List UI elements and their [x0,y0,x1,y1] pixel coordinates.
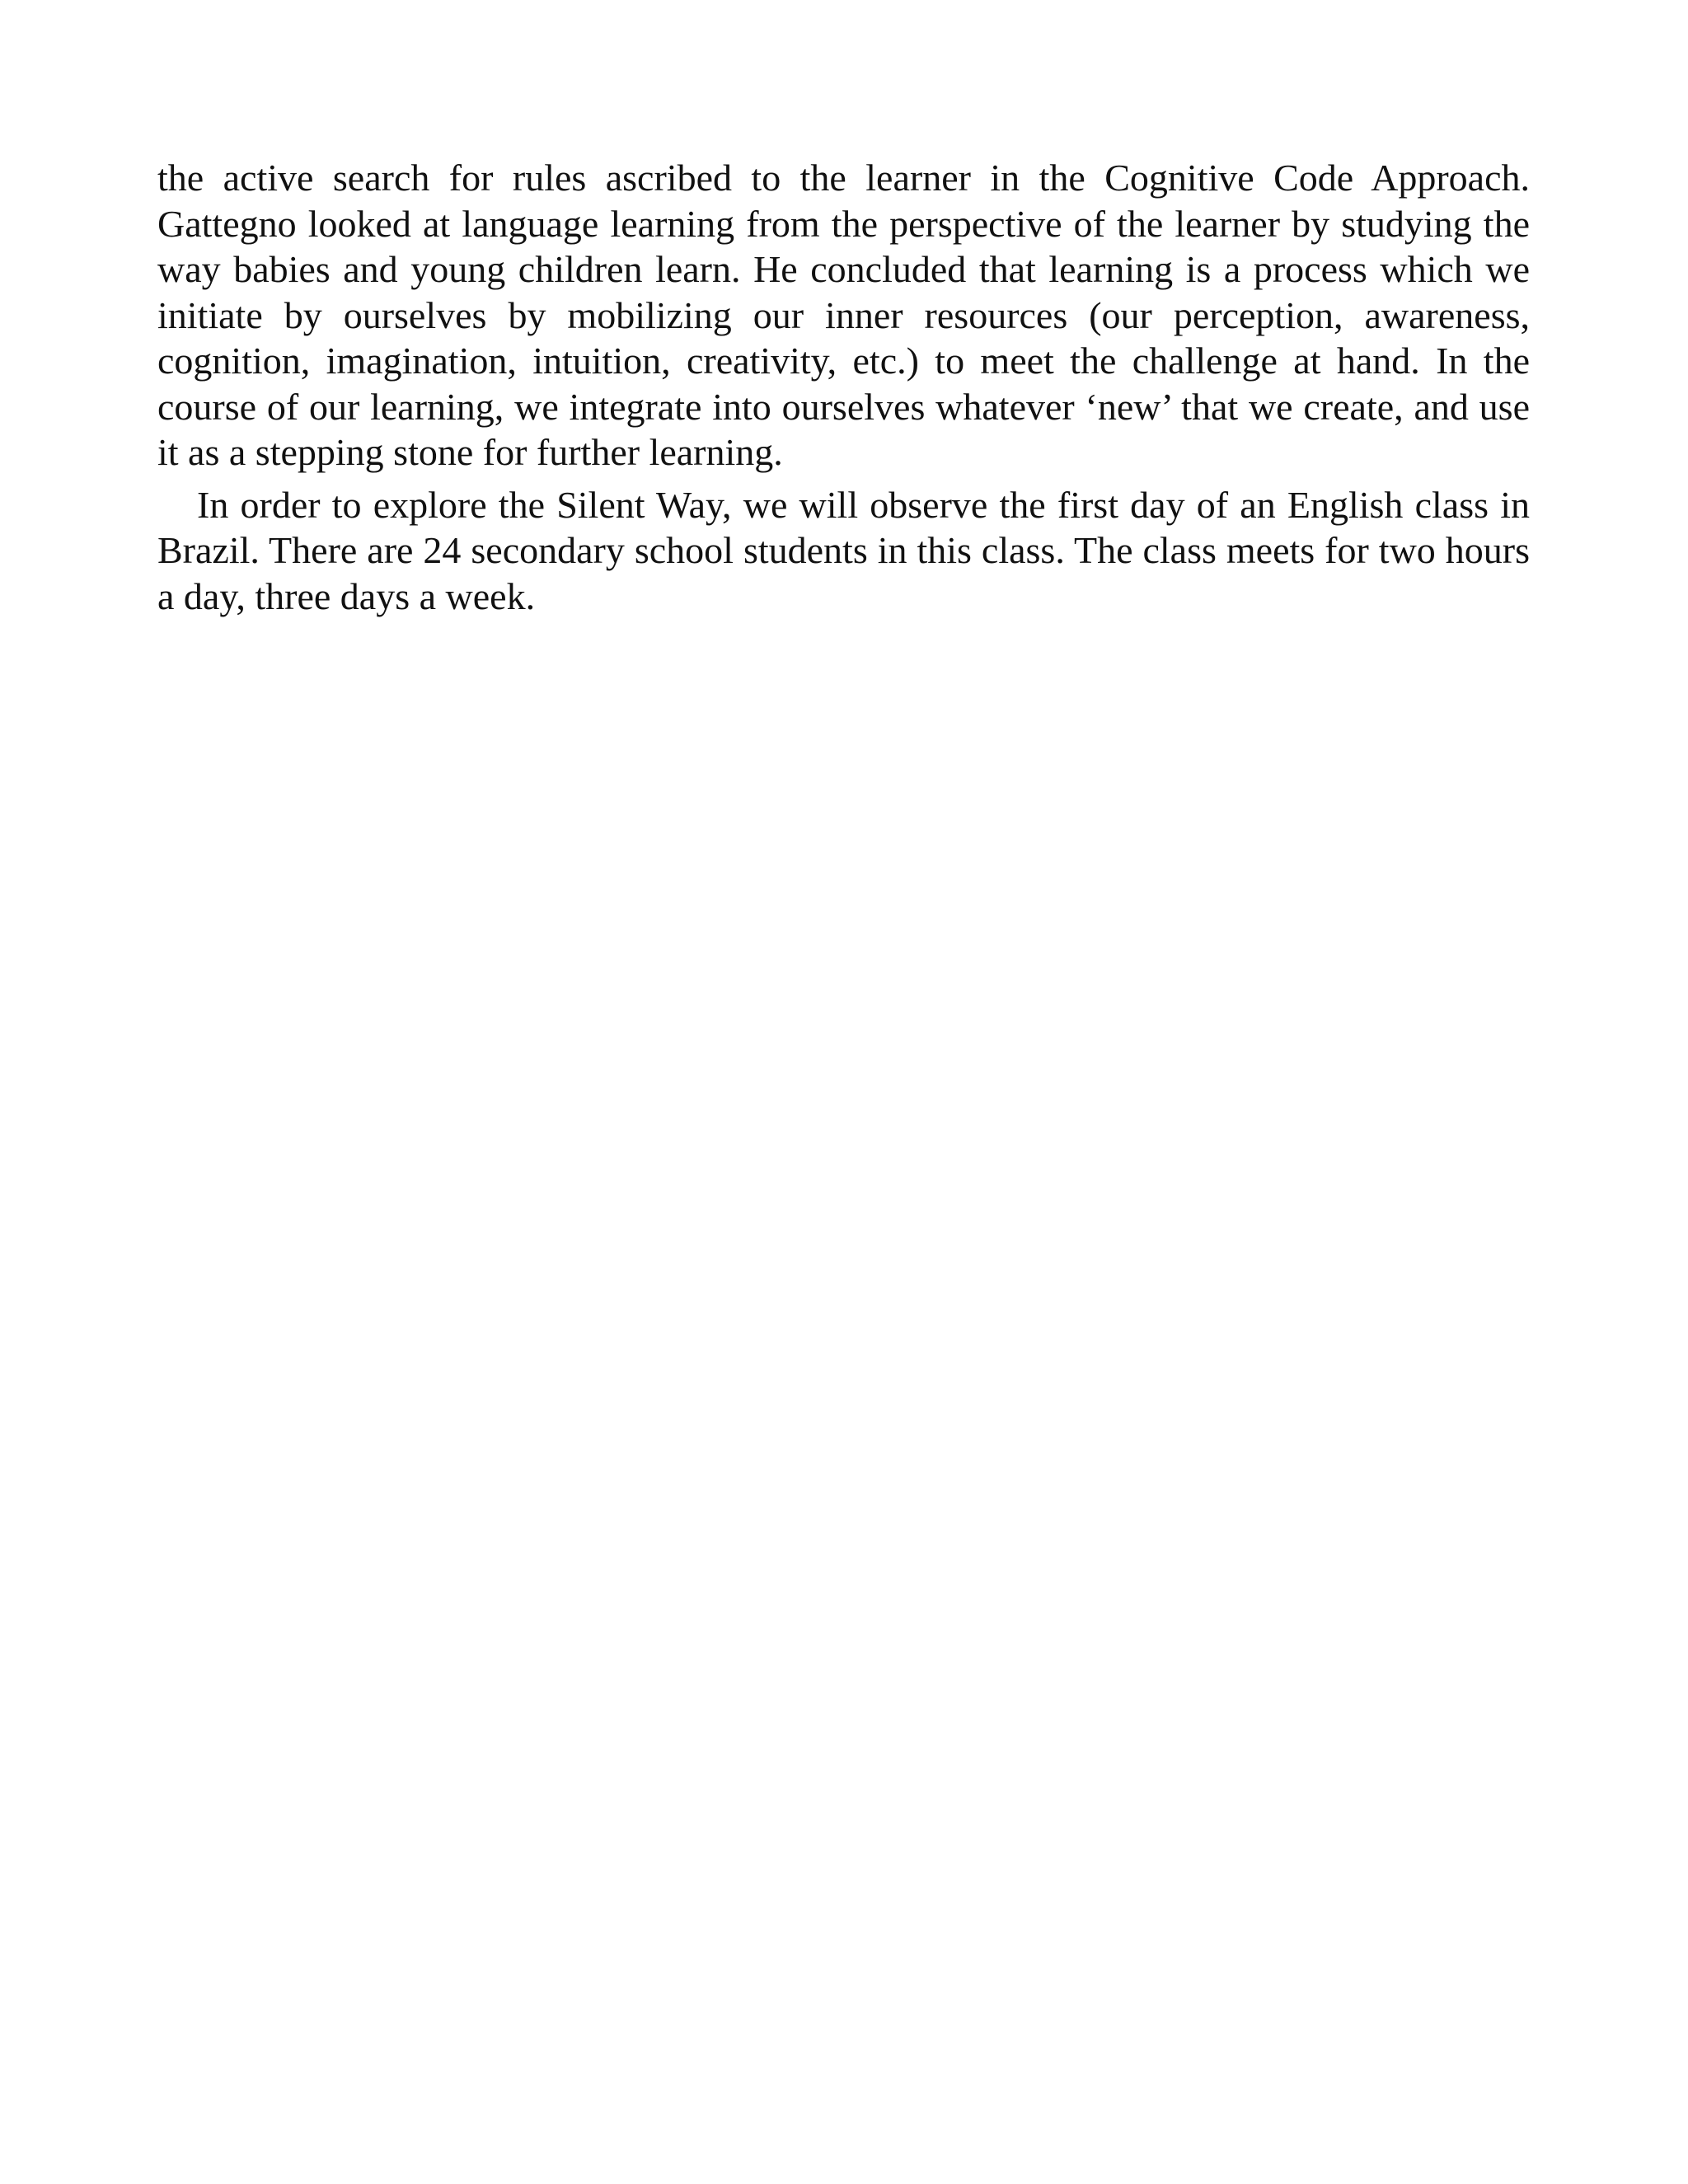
body-text [157,155,1530,619]
paragraph-continuation: the active search for rules ascribed to the learner in the Cognitive Code Approach. Gattegno looked at language learning from the perspective of the learner by studying the way babies and young children learn. He concluded that learning is a process which we initiate by ourselves by mobilizing our inner resources (our perception, awareness, cognition, imagination, intuition, creativity, etc.) to meet the challenge at hand. In the course of our learning, we integrate into ourselves whatever ‘new’ that we create, and use it as a stepping stone for further learning. [157,157,1530,473]
paragraph-silent-way-intro: In order to explore the Silent Way, we will observe the first day of an English class in Brazil. There are 24 secondary school students in this class. The class meets for two hours a day, three days a week. [157,483,1530,617]
